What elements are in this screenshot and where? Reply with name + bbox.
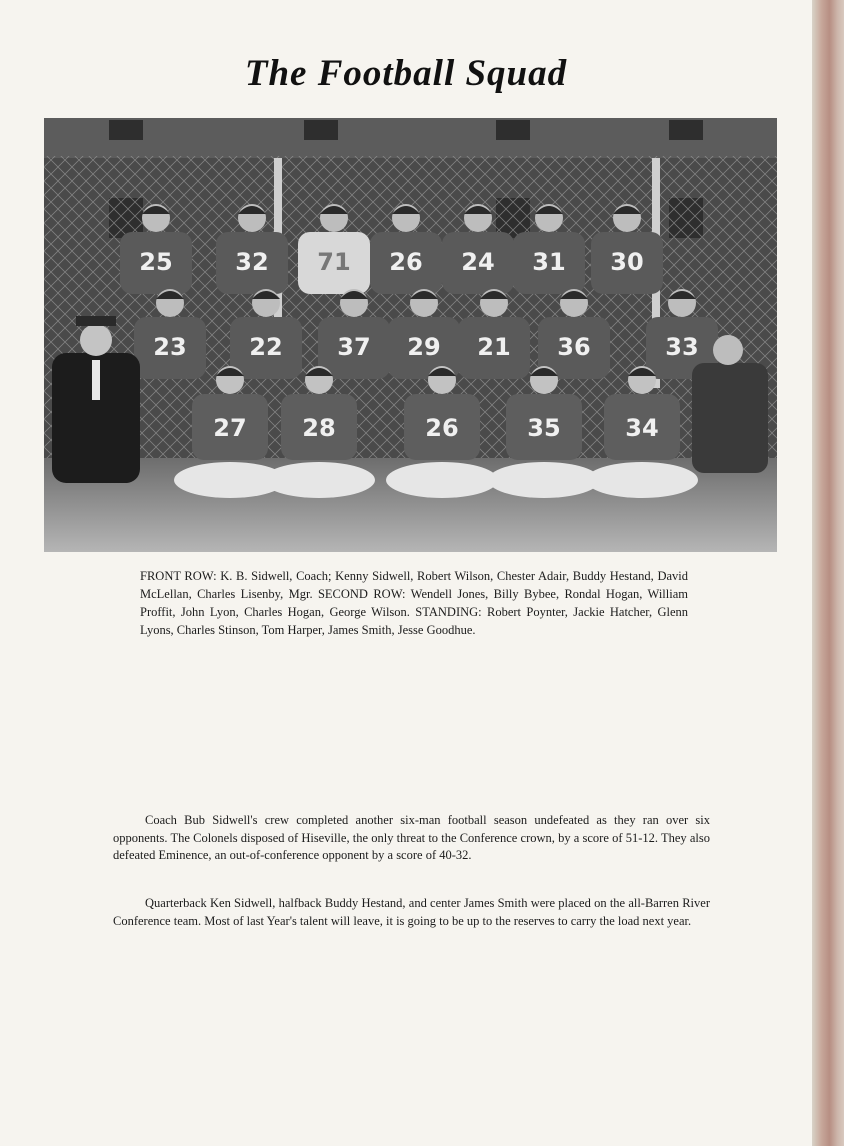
jersey-number: 28 (302, 414, 336, 442)
jersey-number: 71 (317, 248, 351, 276)
jersey-number: 26 (389, 248, 423, 276)
jersey-number: 36 (557, 333, 591, 361)
photo-caption: FRONT ROW: K. B. Sidwell, Coach; Kenny Sidwell, Robert Wilson, Chester Adair, Buddy Hestand, David McLellan, Charles Lisenby, Mgr. SECOND ROW: Wendell Jones, Billy Bybee, Rondal Hogan, William Proffit, John Lyon, Charles Hogan, George Wilson. STANDING: Robert Poynter, Jackie Hatcher, Glenn Lyons, Charles Stinson, Tom Harper, James Smith, Jesse Goodhue. (140, 569, 688, 637)
jersey-number: 32 (235, 248, 269, 276)
jersey-number: 31 (532, 248, 566, 276)
season-summary-paragraph: Coach Bub Sidwell's crew completed another six-man football season undefeated as they ran over six opponents. The Colonels disposed of Hiseville, the only threat to the Conference crown, by a score of 51-12. They also defeated Eminence, an out-of-conference opponent by a score of 40-32. (113, 813, 710, 862)
jersey-number: 23 (153, 333, 187, 361)
jersey-number: 27 (213, 414, 247, 442)
jersey-number: 37 (337, 333, 371, 361)
page-binding-edge (812, 0, 844, 1146)
jersey-number: 26 (425, 414, 459, 442)
team-photo (44, 118, 777, 552)
jersey-number: 22 (249, 333, 283, 361)
jersey-number: 35 (527, 414, 561, 442)
team-photo-illustration (44, 118, 777, 552)
all-conference-paragraph: Quarterback Ken Sidwell, halfback Buddy Hestand, and center James Smith were placed on the all-Barren River Conference team. Most of last Year's talent will leave, it is going to be up to the reserves to carry the load next year. (113, 896, 710, 928)
jersey-number: 24 (461, 248, 495, 276)
jersey-number: 34 (625, 414, 659, 442)
page-title: The Football Squad (244, 53, 568, 94)
jersey-number: 29 (407, 333, 441, 361)
jersey-number: 33 (665, 333, 699, 361)
jersey-number: 30 (610, 248, 644, 276)
jersey-number: 25 (139, 248, 173, 276)
jersey-number: 21 (477, 333, 511, 361)
